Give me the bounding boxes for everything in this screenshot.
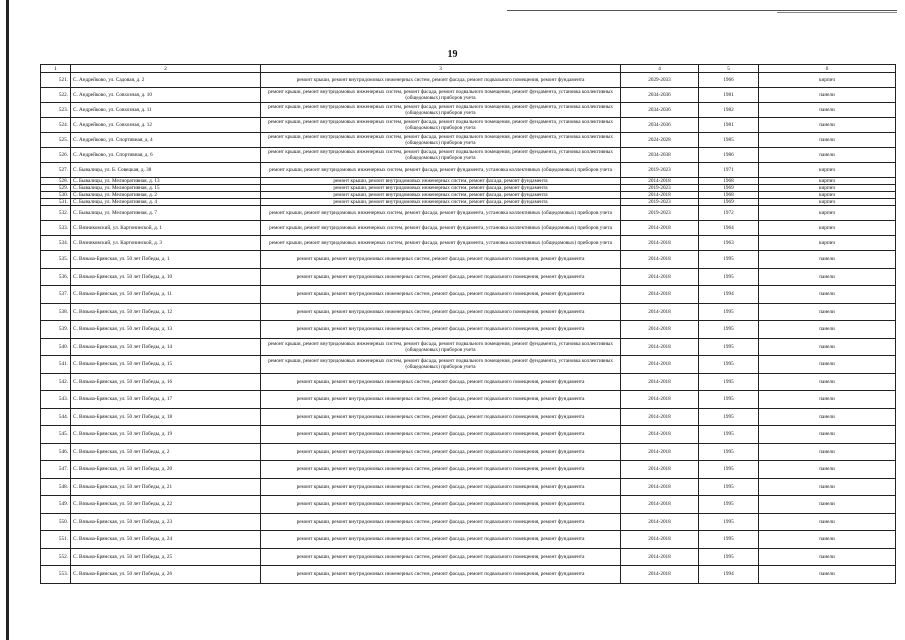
works-cell: ремонт крыши, ремонт внутридомовых инженерных систем, ремонт фасада, ремонт подвального помещения, ремонт фундамента bbox=[261, 408, 621, 426]
address-cell: С. Вязьма-Брянская, ул. 50 лет Победы, д. 24 bbox=[71, 531, 261, 549]
address-cell: С. Андрейково, ул. Совхозная, д. 12 bbox=[71, 118, 261, 133]
row-number: 531. bbox=[41, 199, 71, 206]
year-cell: 1968 bbox=[699, 178, 759, 185]
year-cell: 1995 bbox=[699, 268, 759, 286]
table-row bbox=[41, 148, 896, 163]
period-cell: 2014-2018 bbox=[621, 286, 699, 304]
table-row bbox=[41, 73, 896, 88]
works-cell: ремонт крыши, ремонт внутридомовых инженерных систем, ремонт фасада, ремонт подвального помещения, ремонт фундамента, установка коллективных (общедомовых) приборов учета bbox=[261, 338, 621, 356]
table-row bbox=[41, 321, 896, 339]
table-row bbox=[41, 88, 896, 103]
period-cell: 2014-2018 bbox=[621, 356, 699, 374]
row-number: 548. bbox=[41, 478, 71, 496]
table-row bbox=[41, 426, 896, 444]
works-cell: ремонт крыши, ремонт внутридомовых инженерных систем, ремонт фасада, ремонт подвального помещения, ремонт фундамента, установка коллективных (общедомовых) приборов учета bbox=[261, 356, 621, 374]
year-cell: 1986 bbox=[699, 148, 759, 163]
year-cell: 1995 bbox=[699, 426, 759, 444]
table-row bbox=[41, 303, 896, 321]
works-cell: ремонт крыши, ремонт внутридомовых инженерных систем, ремонт фасада, ремонт подвального помещения, ремонт фундамента, установка коллективных (общедомовых) приборов учета bbox=[261, 88, 621, 103]
material-cell: кирпич bbox=[759, 206, 896, 221]
row-number: 528. bbox=[41, 178, 71, 185]
address-cell: С. Вязьма-Брянская, ул. 50 лет Победы, д. 16 bbox=[71, 373, 261, 391]
works-cell: ремонт крыши, ремонт внутридомовых инженерных систем, ремонт фасада, ремонт подвального помещения, ремонт фундамента bbox=[261, 478, 621, 496]
row-number: 534. bbox=[41, 236, 71, 251]
works-cell: ремонт крыши, ремонт внутридомовых инженерных систем, ремонт фасада, ремонт подвального помещения, ремонт фундамента bbox=[261, 251, 621, 269]
material-cell: кирпич bbox=[759, 163, 896, 178]
table-row bbox=[41, 192, 896, 199]
registry-table bbox=[40, 64, 896, 584]
year-cell: 1995 bbox=[699, 478, 759, 496]
row-number: 522. bbox=[41, 88, 71, 103]
year-cell: 1995 bbox=[699, 443, 759, 461]
address-cell: С. Бывалицы, ул. Б. Совецкая, д. 38 bbox=[71, 163, 261, 178]
period-cell: 2034-2038 bbox=[621, 148, 699, 163]
table-row bbox=[41, 178, 896, 185]
table-row bbox=[41, 251, 896, 269]
row-number: 550. bbox=[41, 513, 71, 531]
works-cell: ремонт крыши, ремонт внутридомовых инженерных систем, ремонт фасада, ремонт подвального помещения, ремонт фундамента bbox=[261, 303, 621, 321]
works-cell: ремонт крыши, ремонт внутридомовых инженерных систем, ремонт фасада, ремонт подвального помещения, ремонт фундамента bbox=[261, 566, 621, 584]
address-cell: С. Андрейково, ул. Совхозная, д. 10 bbox=[71, 88, 261, 103]
works-cell: ремонт крыши, ремонт внутридомовых инженерных систем, ремонт фасада, ремонт фундамента bbox=[261, 178, 621, 185]
works-cell: ремонт крыши, ремонт внутридомовых инженерных систем, ремонт фасада, ремонт подвального помещения, ремонт фундамента bbox=[261, 373, 621, 391]
address-cell: С. Бывалицы, ул. Мелиоративная, д. 4 bbox=[71, 199, 261, 206]
material-cell: панели bbox=[759, 251, 896, 269]
address-cell: С. Вязьма-Брянская, ул. 50 лет Победы, д. 20 bbox=[71, 461, 261, 479]
year-cell: 1969 bbox=[699, 185, 759, 192]
period-cell: 2014-2018 bbox=[621, 338, 699, 356]
material-cell: панели bbox=[759, 148, 896, 163]
address-cell: С. Вязьма-Брянская, ул. 50 лет Победы, д. 19 bbox=[71, 426, 261, 444]
year-cell: 1995 bbox=[699, 531, 759, 549]
material-cell: панели bbox=[759, 426, 896, 444]
works-cell: ремонт крыши, ремонт внутридомовых инженерных систем, ремонт фасада, ремонт фундамента, установка коллективных (общедомовых) приборов учета bbox=[261, 236, 621, 251]
works-cell: ремонт крыши, ремонт внутридомовых инженерных систем, ремонт фасада, ремонт подвального помещения, ремонт фундамента bbox=[261, 391, 621, 409]
material-cell: панели bbox=[759, 513, 896, 531]
table-row bbox=[41, 338, 896, 356]
material-cell: панели bbox=[759, 88, 896, 103]
table-body bbox=[41, 65, 896, 584]
address-cell: С. Бывалицы, ул. Мелиоративная, д. 2 bbox=[71, 192, 261, 199]
address-cell: С. Вязьма-Брянская, ул. 50 лет Победы, д. 26 bbox=[71, 566, 261, 584]
works-cell: ремонт крыши, ремонт внутридомовых инженерных систем, ремонт фасада, ремонт подвального помещения, ремонт фундамента, установка коллективных (общедомовых) приборов учета bbox=[261, 148, 621, 163]
row-number: 540. bbox=[41, 338, 71, 356]
works-cell: ремонт крыши, ремонт внутридомовых инженерных систем, ремонт фасада, ремонт фундамента, установка коллективных (общедомовых) приборов учета bbox=[261, 221, 621, 236]
row-number: 547. bbox=[41, 461, 71, 479]
address-cell: С. Вязьма-Брянская, ул. 50 лет Победы, д. 1 bbox=[71, 251, 261, 269]
address-cell: С. Вязьма-Брянская, ул. 50 лет Победы, д. 14 bbox=[71, 338, 261, 356]
works-cell: ремонт крыши, ремонт внутридомовых инженерных систем, ремонт фасада, ремонт фундамента bbox=[261, 185, 621, 192]
row-number: 521. bbox=[41, 73, 71, 88]
address-cell: С. Вязьма-Брянская, ул. 50 лет Победы, д. 25 bbox=[71, 548, 261, 566]
table-row bbox=[41, 268, 896, 286]
period-cell: 2019-2023 bbox=[621, 206, 699, 221]
table-row bbox=[41, 461, 896, 479]
table-row bbox=[41, 103, 896, 118]
period-cell: 2014-2018 bbox=[621, 443, 699, 461]
row-number: 539. bbox=[41, 321, 71, 339]
row-number: 538. bbox=[41, 303, 71, 321]
works-cell: ремонт крыши, ремонт внутридомовых инженерных систем, ремонт фасада, ремонт подвального помещения, ремонт фундамента bbox=[261, 73, 621, 88]
year-cell: 1994 bbox=[699, 566, 759, 584]
period-cell: 2019-2023 bbox=[621, 199, 699, 206]
material-cell: панели bbox=[759, 443, 896, 461]
period-cell: 2014-2018 bbox=[621, 321, 699, 339]
row-number: 530. bbox=[41, 192, 71, 199]
address-cell: С. Вязьма-Брянская, ул. 50 лет Победы, д. 21 bbox=[71, 478, 261, 496]
year-cell: 1985 bbox=[699, 133, 759, 148]
material-cell: панели bbox=[759, 531, 896, 549]
year-cell: 1966 bbox=[699, 73, 759, 88]
column-header: 6 bbox=[759, 65, 896, 73]
material-cell: кирпич bbox=[759, 192, 896, 199]
table-row bbox=[41, 356, 896, 374]
column-number-row bbox=[41, 65, 896, 73]
address-cell: С. Вязьма-Брянская, ул. 50 лет Победы, д. 15 bbox=[71, 356, 261, 374]
row-number: 532. bbox=[41, 206, 71, 221]
material-cell: панели bbox=[759, 373, 896, 391]
address-cell: С. Бывалицы, ул. Мелиоративная, д. 7 bbox=[71, 206, 261, 221]
year-cell: 1995 bbox=[699, 496, 759, 514]
works-cell: ремонт крыши, ремонт внутридомовых инженерных систем, ремонт фасада, ремонт фундамента, установка коллективных (общедомовых) приборов учета bbox=[261, 206, 621, 221]
works-cell: ремонт крыши, ремонт внутридомовых инженерных систем, ремонт фасада, ремонт подвального помещения, ремонт фундамента bbox=[261, 496, 621, 514]
year-cell: 1995 bbox=[699, 461, 759, 479]
works-cell: ремонт крыши, ремонт внутридомовых инженерных систем, ремонт фасада, ремонт фундамента, установка коллективных (общедомовых) приборов учета bbox=[261, 163, 621, 178]
column-header: 3 bbox=[261, 65, 621, 73]
period-cell: 2034-2036 bbox=[621, 103, 699, 118]
year-cell: 1995 bbox=[699, 373, 759, 391]
row-number: 553. bbox=[41, 566, 71, 584]
material-cell: кирпич bbox=[759, 73, 896, 88]
year-cell: 1982 bbox=[699, 103, 759, 118]
table-row bbox=[41, 443, 896, 461]
material-cell: панели bbox=[759, 303, 896, 321]
year-cell: 1981 bbox=[699, 118, 759, 133]
material-cell: кирпич bbox=[759, 221, 896, 236]
period-cell: 2034-2036 bbox=[621, 88, 699, 103]
year-cell: 1963 bbox=[699, 236, 759, 251]
row-number: 524. bbox=[41, 118, 71, 133]
year-cell: 1995 bbox=[699, 356, 759, 374]
column-header: 1 bbox=[41, 65, 71, 73]
period-cell: 2014-2018 bbox=[621, 268, 699, 286]
table-row bbox=[41, 163, 896, 178]
period-cell: 2014-2018 bbox=[621, 391, 699, 409]
address-cell: С. Вязьма-Брянская, ул. 50 лет Победы, д. 13 bbox=[71, 321, 261, 339]
year-cell: 1969 bbox=[699, 199, 759, 206]
table-row bbox=[41, 478, 896, 496]
period-cell: 2014-2018 bbox=[621, 221, 699, 236]
column-header: 2 bbox=[71, 65, 261, 73]
row-number: 545. bbox=[41, 426, 71, 444]
works-cell: ремонт крыши, ремонт внутридомовых инженерных систем, ремонт фасада, ремонт подвального помещения, ремонт фундамента, установка коллективных (общедомовых) приборов учета bbox=[261, 133, 621, 148]
address-cell: С. Бывалицы, ул. Мелиоративная, д. 13 bbox=[71, 178, 261, 185]
material-cell: панели bbox=[759, 548, 896, 566]
table-row bbox=[41, 548, 896, 566]
year-cell: 1995 bbox=[699, 338, 759, 356]
material-cell: панели bbox=[759, 321, 896, 339]
material-cell: панели bbox=[759, 338, 896, 356]
works-cell: ремонт крыши, ремонт внутридомовых инженерных систем, ремонт фасада, ремонт фундамента bbox=[261, 192, 621, 199]
address-cell: С. Вязьма-Брянская, ул. 50 лет Победы, д. 12 bbox=[71, 303, 261, 321]
top-rule bbox=[507, 10, 897, 11]
period-cell: 2014-2018 bbox=[621, 408, 699, 426]
row-number: 536. bbox=[41, 268, 71, 286]
year-cell: 1994 bbox=[699, 286, 759, 304]
address-cell: С. Андрейково, ул. Спортивная, д. 6 bbox=[71, 148, 261, 163]
table-row bbox=[41, 133, 896, 148]
year-cell: 1981 bbox=[699, 88, 759, 103]
address-cell: С. Вязьма-Брянская, ул. 50 лет Победы, д. 2 bbox=[71, 443, 261, 461]
period-cell: 2014-2018 bbox=[621, 496, 699, 514]
material-cell: панели bbox=[759, 268, 896, 286]
material-cell: кирпич bbox=[759, 199, 896, 206]
column-header: 5 bbox=[699, 65, 759, 73]
scan-edge bbox=[6, 0, 9, 640]
year-cell: 1995 bbox=[699, 251, 759, 269]
works-cell: ремонт крыши, ремонт внутридомовых инженерных систем, ремонт фасада, ремонт подвального помещения, ремонт фундамента bbox=[261, 286, 621, 304]
row-number: 523. bbox=[41, 103, 71, 118]
year-cell: 1995 bbox=[699, 391, 759, 409]
row-number: 527. bbox=[41, 163, 71, 178]
period-cell: 2029-2033 bbox=[621, 73, 699, 88]
material-cell: панели bbox=[759, 356, 896, 374]
works-cell: ремонт крыши, ремонт внутридомовых инженерных систем, ремонт фасада, ремонт подвального помещения, ремонт фундамента, установка коллективных (общедомовых) приборов учета bbox=[261, 118, 621, 133]
address-cell: С. Вязьма-Брянская, ул. 50 лет Победы, д. 23 bbox=[71, 513, 261, 531]
row-number: 543. bbox=[41, 391, 71, 409]
period-cell: 2014-2018 bbox=[621, 178, 699, 185]
material-cell: панели bbox=[759, 133, 896, 148]
year-cell: 1971 bbox=[699, 163, 759, 178]
top-rule-short bbox=[777, 12, 897, 13]
works-cell: ремонт крыши, ремонт внутридомовых инженерных систем, ремонт фасада, ремонт подвального помещения, ремонт фундамента bbox=[261, 426, 621, 444]
period-cell: 2014-2018 bbox=[621, 192, 699, 199]
works-cell: ремонт крыши, ремонт внутридомовых инженерных систем, ремонт фасада, ремонт подвального помещения, ремонт фундамента bbox=[261, 531, 621, 549]
table-row bbox=[41, 199, 896, 206]
period-cell: 2014-2018 bbox=[621, 373, 699, 391]
period-cell: 2014-2018 bbox=[621, 566, 699, 584]
year-cell: 1995 bbox=[699, 548, 759, 566]
row-number: 551. bbox=[41, 531, 71, 549]
address-cell: С. Вязьма-Брянская, ул. 50 лет Победы, д. 22 bbox=[71, 496, 261, 514]
works-cell: ремонт крыши, ремонт внутридомовых инженерных систем, ремонт фасада, ремонт подвального помещения, ремонт фундамента bbox=[261, 461, 621, 479]
period-cell: 2014-2018 bbox=[621, 251, 699, 269]
year-cell: 1995 bbox=[699, 321, 759, 339]
row-number: 529. bbox=[41, 185, 71, 192]
material-cell: панели bbox=[759, 391, 896, 409]
material-cell: панели bbox=[759, 478, 896, 496]
works-cell: ремонт крыши, ремонт внутридомовых инженерных систем, ремонт фасада, ремонт подвального помещения, ремонт фундамента bbox=[261, 268, 621, 286]
page-number: 19 bbox=[447, 49, 458, 60]
table-row bbox=[41, 513, 896, 531]
period-cell: 2014-2018 bbox=[621, 548, 699, 566]
period-cell: 2014-2018 bbox=[621, 531, 699, 549]
period-cell: 2034-2036 bbox=[621, 118, 699, 133]
table-row bbox=[41, 221, 896, 236]
material-cell: кирпич bbox=[759, 236, 896, 251]
table-row bbox=[41, 496, 896, 514]
material-cell: кирпич bbox=[759, 185, 896, 192]
address-cell: С. Вязьма-Брянская, ул. 50 лет Победы, д. 18 bbox=[71, 408, 261, 426]
material-cell: панели bbox=[759, 461, 896, 479]
material-cell: панели bbox=[759, 118, 896, 133]
address-cell: С. Вязьма-Брянская, ул. 50 лет Победы, д. 17 bbox=[71, 391, 261, 409]
period-cell: 2014-2018 bbox=[621, 513, 699, 531]
address-cell: С. Вязьма-Брянская, ул. 50 лет Победы, д. 11 bbox=[71, 286, 261, 304]
table-row bbox=[41, 185, 896, 192]
works-cell: ремонт крыши, ремонт внутридомовых инженерных систем, ремонт фасада, ремонт подвального помещения, ремонт фундамента bbox=[261, 548, 621, 566]
period-cell: 2014-2018 bbox=[621, 461, 699, 479]
period-cell: 2019-2023 bbox=[621, 185, 699, 192]
address-cell: С. Андрейково, ул. Садовая, д. 2 bbox=[71, 73, 261, 88]
works-cell: ремонт крыши, ремонт внутридомовых инженерных систем, ремонт фасада, ремонт подвального помещения, ремонт фундамента bbox=[261, 321, 621, 339]
material-cell: панели bbox=[759, 103, 896, 118]
material-cell: панели bbox=[759, 566, 896, 584]
works-cell: ремонт крыши, ремонт внутридомовых инженерных систем, ремонт фасада, ремонт подвального помещения, ремонт фундамента bbox=[261, 443, 621, 461]
table-row bbox=[41, 118, 896, 133]
address-cell: С. Андрейково, ул. Спортивная, д. 4 bbox=[71, 133, 261, 148]
table-row bbox=[41, 236, 896, 251]
year-cell: 1995 bbox=[699, 408, 759, 426]
address-cell: С. Андрейково, ул. Совхозная, д. 11 bbox=[71, 103, 261, 118]
material-cell: панели bbox=[759, 496, 896, 514]
year-cell: 1995 bbox=[699, 303, 759, 321]
period-cell: 2024-2028 bbox=[621, 133, 699, 148]
row-number: 542. bbox=[41, 373, 71, 391]
works-cell: ремонт крыши, ремонт внутридомовых инженерных систем, ремонт фасада, ремонт подвального помещения, ремонт фундамента bbox=[261, 513, 621, 531]
address-cell: С. Вязниковский, ул. Картонинской, д. 3 bbox=[71, 236, 261, 251]
period-cell: 2019-2023 bbox=[621, 163, 699, 178]
works-cell: ремонт крыши, ремонт внутридомовых инженерных систем, ремонт фасада, ремонт подвального помещения, ремонт фундамента, установка коллективных (общедомовых) приборов учета bbox=[261, 103, 621, 118]
address-cell: С. Бывалицы, ул. Мелиоративная, д. 15 bbox=[71, 185, 261, 192]
row-number: 549. bbox=[41, 496, 71, 514]
table-row bbox=[41, 391, 896, 409]
table-row bbox=[41, 206, 896, 221]
material-cell: панели bbox=[759, 286, 896, 304]
material-cell: кирпич bbox=[759, 178, 896, 185]
table-row bbox=[41, 408, 896, 426]
period-cell: 2014-2018 bbox=[621, 426, 699, 444]
year-cell: 1968 bbox=[699, 192, 759, 199]
period-cell: 2014-2018 bbox=[621, 303, 699, 321]
address-cell: С. Вязниковский, ул. Картонинской, д. 1 bbox=[71, 221, 261, 236]
year-cell: 1972 bbox=[699, 206, 759, 221]
material-cell: панели bbox=[759, 408, 896, 426]
period-cell: 2014-2018 bbox=[621, 236, 699, 251]
row-number: 526. bbox=[41, 148, 71, 163]
year-cell: 1964 bbox=[699, 221, 759, 236]
row-number: 546. bbox=[41, 443, 71, 461]
row-number: 525. bbox=[41, 133, 71, 148]
year-cell: 1995 bbox=[699, 513, 759, 531]
address-cell: С. Вязьма-Брянская, ул. 50 лет Победы, д. 10 bbox=[71, 268, 261, 286]
row-number: 541. bbox=[41, 356, 71, 374]
row-number: 535. bbox=[41, 251, 71, 269]
works-cell: ремонт крыши, ремонт внутридомовых инженерных систем, ремонт фасада, ремонт фундамента bbox=[261, 199, 621, 206]
table-row bbox=[41, 531, 896, 549]
row-number: 552. bbox=[41, 548, 71, 566]
table-row bbox=[41, 566, 896, 584]
row-number: 544. bbox=[41, 408, 71, 426]
table-row bbox=[41, 373, 896, 391]
row-number: 533. bbox=[41, 221, 71, 236]
row-number: 537. bbox=[41, 286, 71, 304]
period-cell: 2014-2018 bbox=[621, 478, 699, 496]
column-header: 4 bbox=[621, 65, 699, 73]
table-row bbox=[41, 286, 896, 304]
